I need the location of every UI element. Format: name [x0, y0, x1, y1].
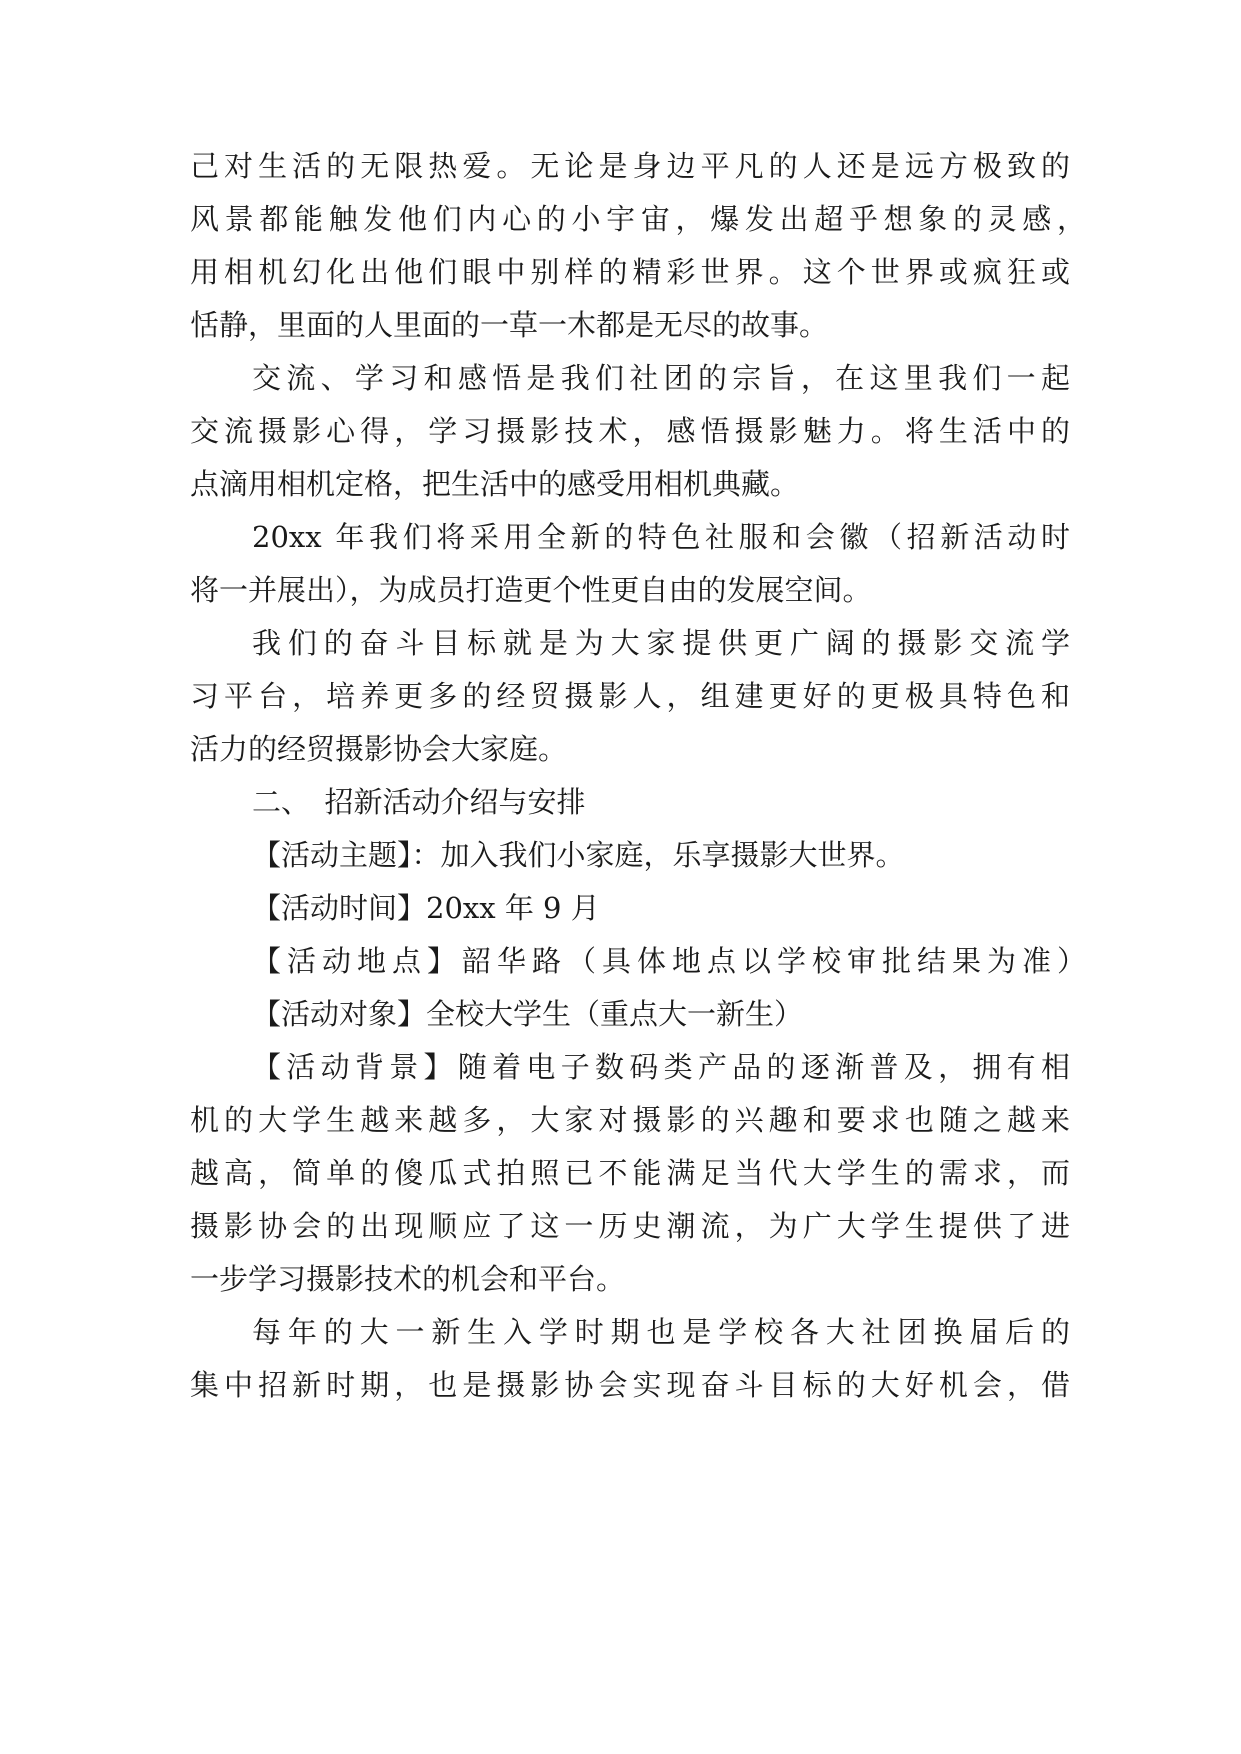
activity-background: 【活动背景】随着电子数码类产品的逐渐普及，拥有相	[252, 1050, 1070, 1084]
section-heading: 二、 招新活动介绍与安排	[252, 785, 586, 819]
text-line: 越高，简单的傻瓜式拍照已不能满足当代大学生的需求，而	[190, 1156, 1070, 1190]
text-line: 活力的经贸摄影协会大家庭。	[190, 732, 568, 766]
text-line: 风景都能触发他们内心的小宇宙，爆发出超乎想象的灵感，	[190, 202, 1086, 236]
text-line: 交流摄影心得，学习摄影技术，感悟摄影魅力。将生活中的	[190, 414, 1070, 448]
text-line: 用相机幻化出他们眼中别样的精彩世界。这个世界或疯狂或	[190, 255, 1070, 289]
text-line: 摄影协会的出现顺应了这一历史潮流，为广大学生提供了进	[190, 1209, 1070, 1243]
text-line: 每年的大一新生入学时期也是学校各大社团换届后的	[252, 1315, 1070, 1349]
text-line: 交流、学习和感悟是我们社团的宗旨，在这里我们一起	[252, 361, 1070, 395]
text-line: 20xx 年我们将采用全新的特色社服和会徽（招新活动时	[252, 520, 1070, 554]
activity-time: 【活动时间】20xx 年 9 月	[252, 891, 600, 925]
text-line: 集中招新时期，也是摄影协会实现奋斗目标的大好机会，借	[190, 1368, 1070, 1402]
text-line: 恬静，里面的人里面的一草一木都是无尽的故事。	[190, 308, 829, 342]
text-line: 一步学习摄影技术的机会和平台。	[190, 1262, 626, 1296]
activity-theme: 【活动主题】：加入我们小家庭，乐享摄影大世界。	[252, 838, 905, 872]
text-line: 习平台，培养更多的经贸摄影人，组建更好的更极具特色和	[190, 679, 1070, 713]
text-line: 机的大学生越来越多，大家对摄影的兴趣和要求也随之越来	[190, 1103, 1070, 1137]
text-line: 我们的奋斗目标就是为大家提供更广阔的摄影交流学	[252, 626, 1070, 660]
activity-location: 【活动地点】韶华路（具体地点以学校审批结果为准）	[252, 944, 1086, 978]
text-line: 己对生活的无限热爱。无论是身边平凡的人还是远方极致的	[190, 149, 1070, 183]
activity-audience: 【活动对象】全校大学生（重点大一新生）	[252, 997, 804, 1031]
text-line: 点滴用相机定格，把生活中的感受用相机典藏。	[190, 467, 800, 501]
text-line: 将一并展出），为成员打造更个性更自由的发展空间。	[190, 573, 872, 607]
